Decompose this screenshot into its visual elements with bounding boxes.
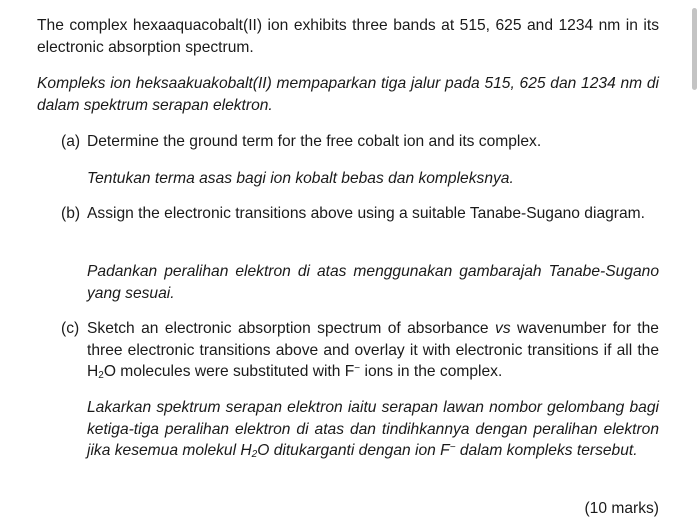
- intro-english: The complex hexaaquacobalt(II) ion exhibits three bands at 515, 625 and 1234 nm in its electronic absorption spectrum.: [37, 17, 659, 56]
- part-c-label: (c): [61, 320, 80, 337]
- intro-malay: Kompleks ion heksaakuakobalt(II) mempaparkan tiga jalur pada 515, 625 dan 1234 nm di dalam spektrum serapan elektron.: [37, 75, 659, 114]
- part-c-english: Sketch an electronic absorption spectrum of absorbance vs wavenumber for the three electronic transitions above and overlay it with electronic transitions if all the $H_2O$ molecules were substituted with F− ions in the complex.: [87, 320, 659, 381]
- part-a-english: Determine the ground term for the free cobalt ion and its complex.: [87, 133, 542, 150]
- part-a-label: (a): [61, 133, 81, 150]
- part-a-malay: Tentukan terma asas bagi ion kobalt bebas dan kompleksnya.: [87, 170, 514, 187]
- part-b-label: (b): [61, 205, 81, 222]
- marks-label: (10 marks): [584, 500, 659, 517]
- scrollbar-thumb[interactable]: [692, 8, 697, 90]
- part-c-malay: Lakarkan spektrum serapan elektron iaitu serapan lawan nombor gelombang bagi ketiga-tiga peralihan elektron di atas dan tindihkannya dengan peralihan elektron jika kesemua molekul $H_2O$ ditukarganti dengan ion F− dalam kompleks tersebut.: [87, 399, 659, 460]
- part-b-malay: Padankan peralihan elektron di atas menggunakan gambarajah Tanabe-Sugano yang sesuai.: [87, 263, 659, 302]
- part-b-english: Assign the electronic transitions above using a suitable Tanabe-Sugano diagram.: [87, 205, 645, 222]
